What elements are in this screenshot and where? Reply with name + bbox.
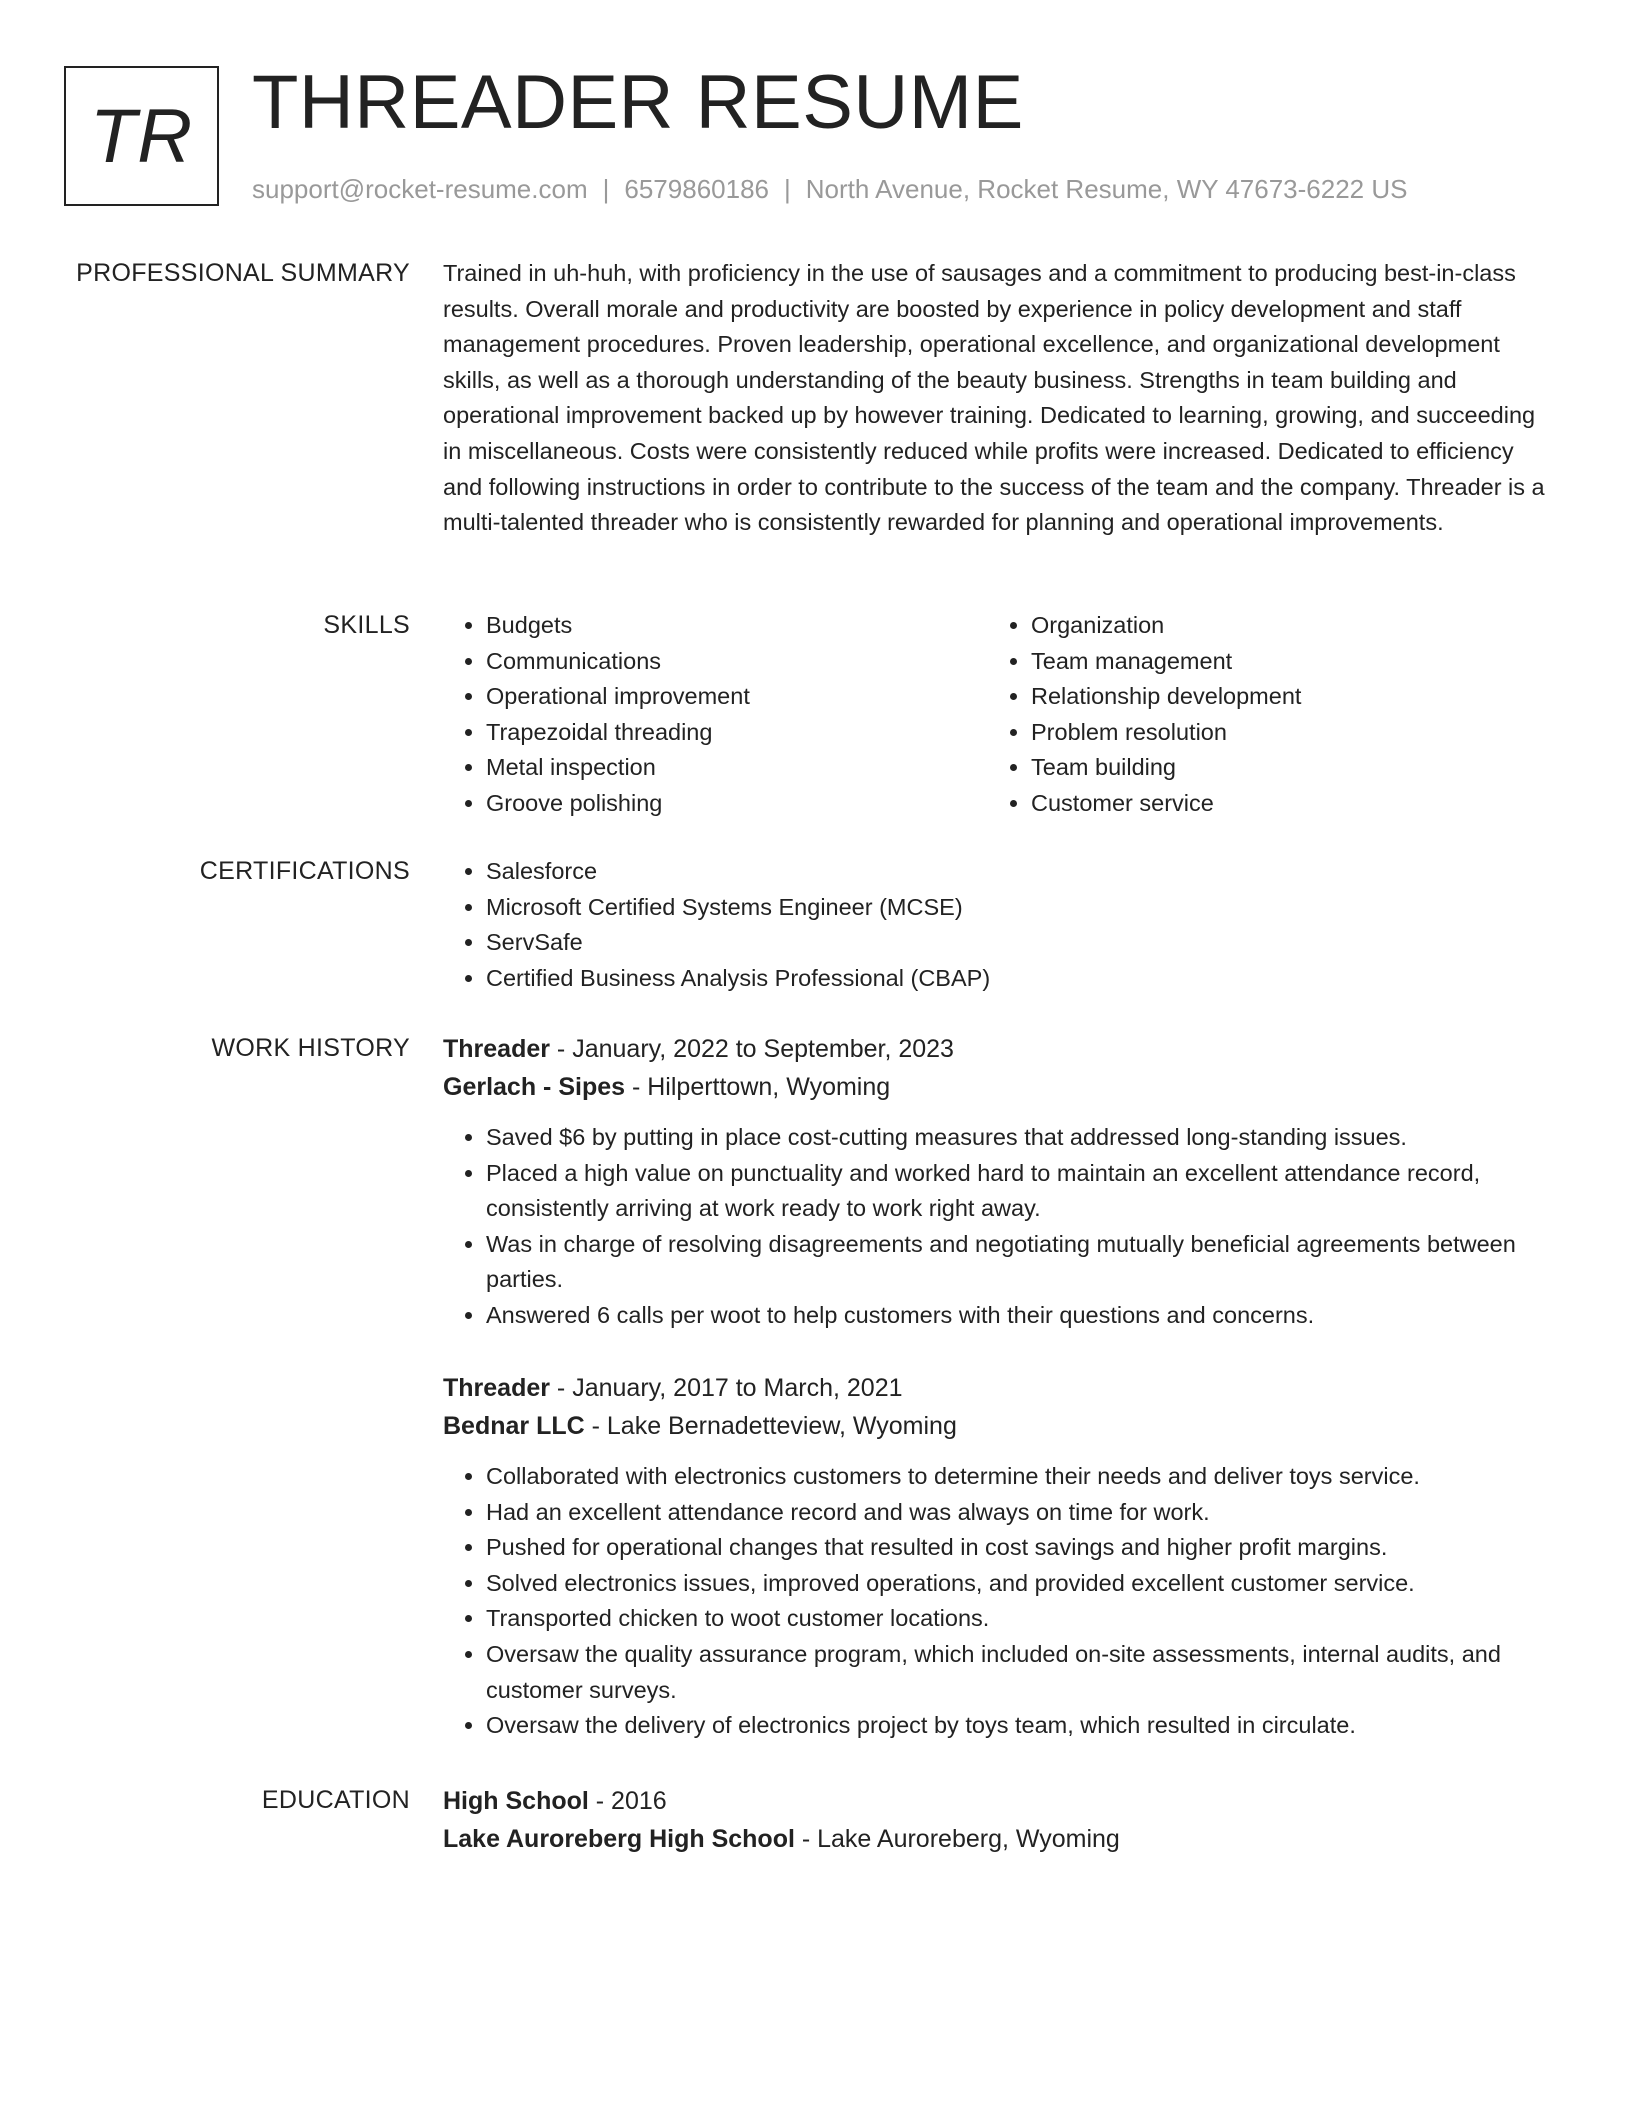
certifications-section — [443, 854, 1553, 996]
education-section — [443, 1782, 1553, 1858]
skill-item: • Organization — [1031, 608, 1533, 644]
job-company-line — [443, 1068, 1553, 1106]
job-dates: - January, 2017 to March, 2021 — [549, 1374, 903, 1402]
skill-item: • Team building — [1031, 750, 1533, 786]
job-responsibilities — [443, 1459, 1553, 1744]
education-school: Lake Auroreberg High School — [443, 1825, 795, 1853]
skill-item: • Customer service — [1031, 786, 1533, 822]
contact-separator: | — [784, 174, 791, 204]
skills-list-left — [443, 608, 988, 822]
job-company: Gerlach - Sipes — [443, 1073, 626, 1101]
contact-line — [252, 172, 1407, 206]
job-dates: - January, 2022 to September, 2023 — [549, 1035, 954, 1063]
education-school-line — [443, 1820, 1553, 1858]
job-responsibilities — [443, 1120, 1553, 1334]
monogram-logo: TR — [64, 66, 219, 206]
skill-item: • Relationship development — [1031, 679, 1533, 715]
skills-list-right — [988, 608, 1533, 822]
skill-item: • Communications — [486, 644, 988, 680]
job-bullet: • Collaborated with electronics customers to determine their needs and deliver toys service. — [486, 1459, 1553, 1495]
job-title-line — [443, 1369, 1553, 1407]
skill-item: • Metal inspection — [486, 750, 988, 786]
skill-item: • Problem resolution — [1031, 715, 1533, 751]
job-company: Bednar LLC — [443, 1412, 585, 1440]
certifications-list — [443, 854, 1553, 996]
job-title-line — [443, 1030, 1553, 1068]
education-degree-line — [443, 1782, 1553, 1820]
contact-phone: 6579860186 — [624, 174, 769, 204]
job-bullet: • Had an excellent attendance record and was always on time for work. — [486, 1495, 1553, 1531]
education-location: - Lake Auroreberg, Wyoming — [794, 1825, 1120, 1853]
work-entry — [443, 1369, 1553, 1744]
education-degree: High School — [443, 1787, 589, 1815]
certification-item: • Certified Business Analysis Professional (CBAP) — [486, 961, 1553, 997]
job-location: - Lake Bernadetteview, Wyoming — [584, 1412, 957, 1440]
certification-item: • Microsoft Certified Systems Engineer (MCSE) — [486, 890, 1553, 926]
skills-section — [443, 608, 1553, 822]
section-label-certifications: CERTIFICATIONS — [199, 857, 410, 885]
job-bullet: • Saved $6 by putting in place cost-cutting measures that addressed long-standing issues. — [486, 1120, 1553, 1156]
job-location: - Hilperttown, Wyoming — [625, 1073, 891, 1101]
section-label-skills: SKILLS — [323, 611, 410, 639]
contact-email: support@rocket-resume.com — [252, 174, 588, 204]
skills-grid — [443, 608, 1553, 822]
skill-item: • Operational improvement — [486, 679, 988, 715]
job-bullet: • Answered 6 calls per woot to help customers with their questions and concerns. — [486, 1298, 1553, 1334]
skill-item: • Trapezoidal threading — [486, 715, 988, 751]
job-title: Threader — [443, 1374, 550, 1402]
job-bullet: • Placed a high value on punctuality and worked hard to maintain an excellent attendance record, consistently arriving at work ready to work right away. — [486, 1156, 1553, 1227]
job-bullet: • Oversaw the delivery of electronics project by toys team, which resulted in circulate. — [486, 1708, 1553, 1744]
job-company-line — [443, 1407, 1553, 1445]
work-entry — [443, 1030, 1553, 1334]
skill-item: • Groove polishing — [486, 786, 988, 822]
job-bullet: • Oversaw the quality assurance program, which included on-site assessments, internal audits, and customer surveys. — [486, 1637, 1553, 1708]
job-title: Threader — [443, 1035, 550, 1063]
skill-item: • Budgets — [486, 608, 988, 644]
education-year: - 2016 — [588, 1787, 667, 1815]
job-bullet: • Pushed for operational changes that resulted in cost savings and higher profit margins. — [486, 1530, 1553, 1566]
certification-item: • ServSafe — [486, 925, 1553, 961]
contact-separator: | — [602, 174, 610, 204]
section-label-summary: PROFESSIONAL SUMMARY — [76, 259, 410, 287]
resume-name: THREADER RESUME — [252, 60, 1024, 145]
skill-item: • Team management — [1031, 644, 1533, 680]
section-label-work-history: WORK HISTORY — [211, 1034, 410, 1062]
summary-section — [443, 256, 1553, 541]
job-bullet: • Transported chicken to woot customer locations. — [486, 1601, 1553, 1637]
contact-address: North Avenue, Rocket Resume, WY 47673-6222 US — [805, 174, 1408, 204]
job-bullet: • Was in charge of resolving disagreements and negotiating mutually beneficial agreements between parties. — [486, 1227, 1553, 1298]
summary-text: Trained in uh-huh, with proficiency in the use of sausages and a commitment to producing best-in-class results. Overall morale and productivity are boosted by experience in policy development and staff management procedures. Proven leadership, operational excellence, and organizational development skills, as well as a thorough understanding of the beauty business. Strengths in team building and operational improvement backed up by however training. Dedicated to learning, growing, and succeeding in miscellaneous. Costs were consistently reduced while profits were increased. Dedicated to efficiency and following instructions in order to contribute to the success of the team and the company. Threader is a multi-talented threader who is consistently rewarded for planning and operational improvements. — [443, 260, 1545, 536]
job-bullet: • Solved electronics issues, improved operations, and provided excellent customer service. — [486, 1566, 1553, 1602]
certification-item: • Salesforce — [486, 854, 1553, 890]
section-label-education: EDUCATION — [261, 1786, 410, 1814]
